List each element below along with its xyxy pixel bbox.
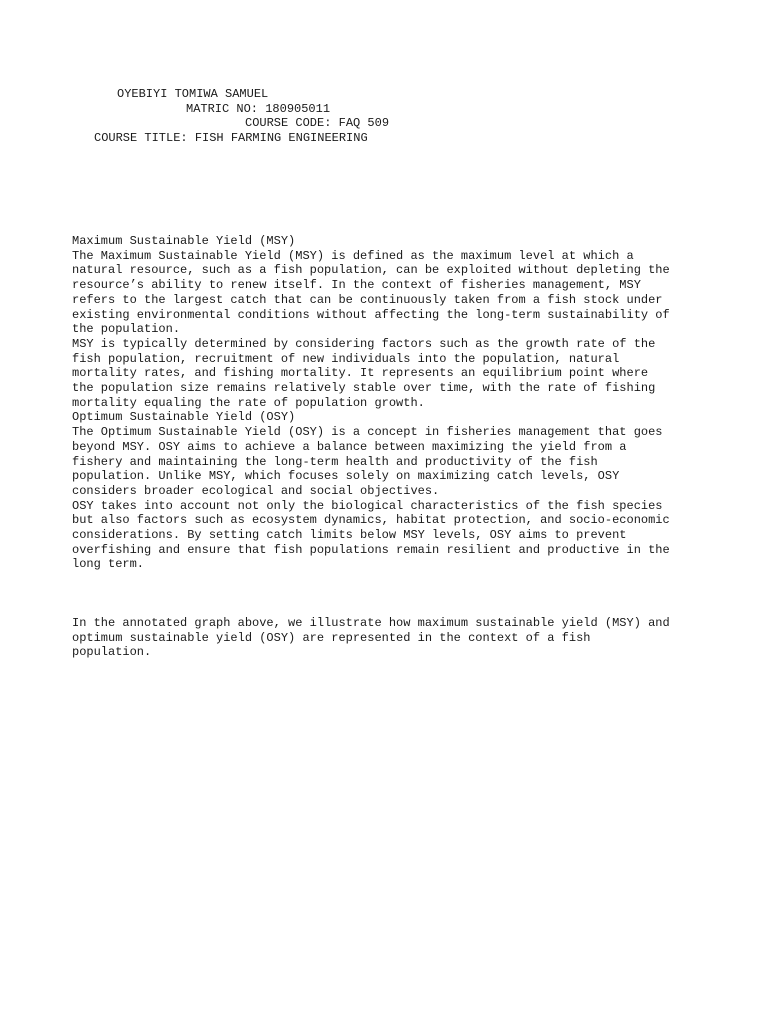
text-line: resource’s ability to renew itself. In the context of fisheries management, MSY [72,278,641,293]
text-line: refers to the largest catch that can be continuously taken from a fish stock under [72,292,663,307]
course-code: COURSE CODE: FAQ 509 [245,116,390,130]
text-line: the population. [72,322,181,337]
text-line: population. Unlike MSY, which focuses solely on maximizing catch levels, OSY [72,469,620,484]
text-line: In the annotated graph above, we illustrate how maximum sustainable yield (MSY) and [72,616,670,630]
text-line: MSY is typically determined by considering factors such as the growth rate of the [72,336,656,351]
text-line: natural resource, such as a fish population, can be exploited without depleting the [72,263,670,278]
closing-paragraph [72,616,702,660]
body-text [72,234,702,572]
text-line: optimum sustainable yield (OSY) are represented in the context of a fish [72,630,591,645]
text-line: mortality rates, and fishing mortality. It represents an equilibrium point where [72,366,649,381]
text-line: considers broader ecological and social objectives. [72,483,440,498]
text-line: the population size remains relatively stable over time, with the rate of fishing [72,381,656,396]
text-line: The Maximum Sustainable Yield (MSY) is defined as the maximum level at which a [72,248,634,263]
text-line: mortality equaling the rate of population growth. [72,395,425,410]
text-line: population. [72,645,152,660]
text-line: OSY takes into account not only the biological characteristics of the fish species [72,498,663,513]
text-line: long term. [72,557,145,572]
matric-number: MATRIC NO: 180905011 [186,102,331,116]
section-heading-osy: Optimum Sustainable Yield (OSY) [72,410,296,425]
student-name: OYEBIYI TOMIWA SAMUEL [117,87,269,101]
text-line: fish population, recruitment of new individuals into the population, natural [72,351,620,366]
text-line: beyond MSY. OSY aims to achieve a balance between maximizing the yield from a [72,439,627,454]
text-line: but also factors such as ecosystem dynamics, habitat protection, and socio-economic [72,513,670,528]
text-line: fishery and maintaining the long-term health and productivity of the fish [72,454,598,469]
text-line: The Optimum Sustainable Yield (OSY) is a concept in fisheries management that goes [72,425,663,440]
section-heading-msy: Maximum Sustainable Yield (MSY) [72,234,296,248]
text-line: existing environmental conditions without affecting the long-term sustainability of [72,307,670,322]
text-line: overfishing and ensure that fish populations remain resilient and productive in the [72,542,670,557]
course-title: COURSE TITLE: FISH FARMING ENGINEERING [94,131,368,145]
text-line: considerations. By setting catch limits below MSY levels, OSY aims to prevent [72,528,627,543]
